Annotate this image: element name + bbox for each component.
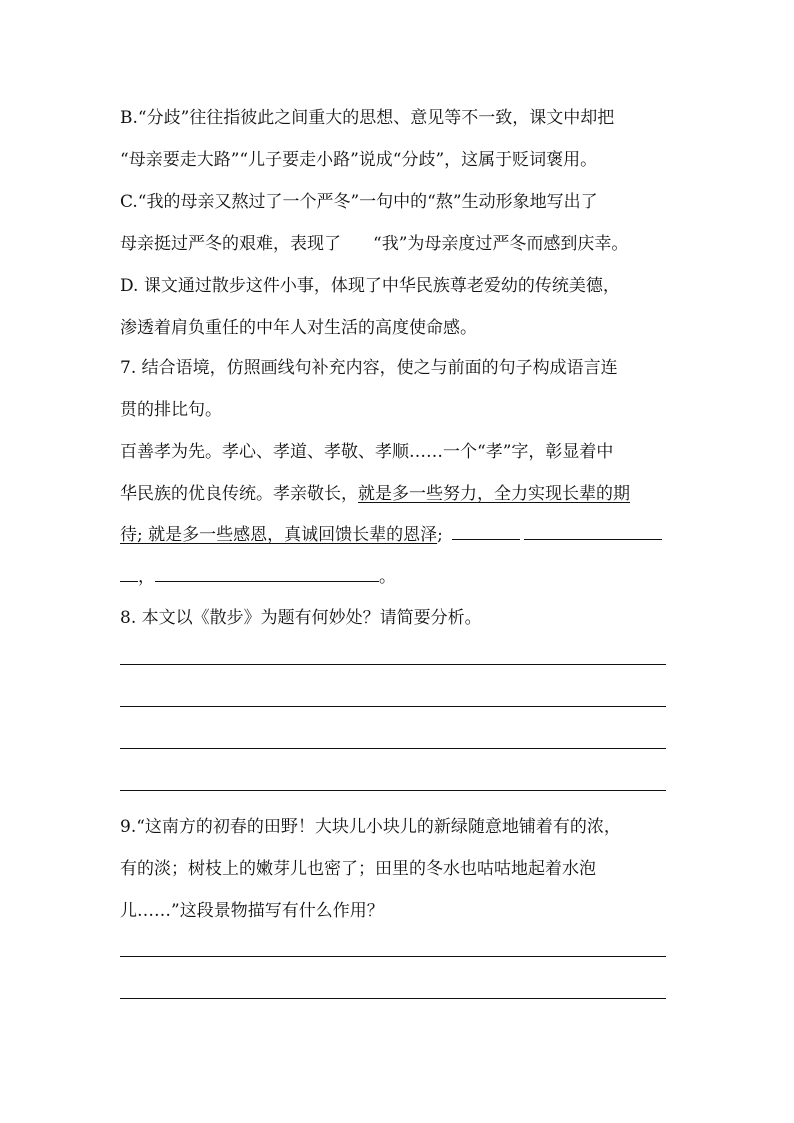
passage-line-1: 百善孝为先。孝心、孝道、孝敬、孝顺……一个“孝”字，彰显着中 [120, 442, 614, 462]
question-7-line-1: 7. 结合语境，仿照画线句补充内容，使之与前面的句子构成语言连 [120, 358, 618, 378]
question-9-line-3: 儿……”这段景物描写有什么作用？ [120, 901, 384, 921]
option-b-line-2: “母亲要走大路”“儿子要走小路”说成“分歧”，这属于贬词褒用。 [120, 150, 598, 170]
passage-line-3 [120, 522, 680, 547]
answer-blank-2[interactable] [155, 564, 379, 582]
answer-line-9-1[interactable] [120, 956, 666, 957]
answer-line-8-1[interactable] [120, 664, 666, 665]
option-b-line-1: B.“分歧”往往指彼此之间重大的思想、意见等不一致，课文中却把 [120, 108, 615, 128]
period: 。 [379, 567, 396, 587]
option-c-text-b: “我”为母亲度过严冬而感到庆幸。 [373, 234, 629, 254]
option-c-line-2 [120, 232, 680, 256]
answer-line-8-3[interactable] [120, 748, 666, 749]
question-7-line-2: 贯的排比句。 [120, 400, 222, 420]
option-c-text-a: 母亲挺过严冬的艰难，表现了 [120, 234, 341, 254]
answer-line-8-2[interactable] [120, 706, 666, 707]
passage-line-4 [120, 564, 680, 589]
underlined-sentence-1: 就是多一些努力，全力实现长辈的期 [358, 484, 630, 504]
answer-blank-1-end[interactable] [120, 564, 138, 582]
passage-line-2 [120, 482, 680, 506]
answer-line-9-2[interactable] [120, 998, 666, 999]
semicolon: ; [437, 525, 443, 545]
option-d-line-2: 渗透着肩负重任的中年人对生活的高度使命感。 [120, 318, 477, 338]
question-8: 8. 本文以《散步》为题有何妙处？请简要分析。 [120, 608, 482, 628]
question-9-line-1: 9.“这南方的初春的田野！大块儿小块儿的新绿随意地铺着有的浓， [120, 817, 621, 837]
answer-blank-1[interactable] [524, 522, 662, 540]
underlined-sentence-2: 待; 就是多一些感恩，真诚回馈长辈的恩泽 [120, 525, 438, 545]
question-9-line-2: 有的淡；树枝上的嫩芽儿也密了；田里的冬水也咕咕地起着水泡 [120, 859, 596, 879]
answer-line-8-4[interactable] [120, 790, 666, 791]
option-c-line-1: C.“我的母亲又熬过了一个严冬”一句中的“熬”生动形象地写出了 [120, 192, 598, 212]
answer-blank-1-short[interactable] [452, 522, 520, 540]
passage-text: 华民族的优良传统。孝亲敬长， [120, 484, 358, 504]
comma: ， [138, 567, 155, 587]
option-d-line-1: D. 课文通过散步这件小事，体现了中华民族尊老爱幼的传统美德， [120, 276, 620, 296]
